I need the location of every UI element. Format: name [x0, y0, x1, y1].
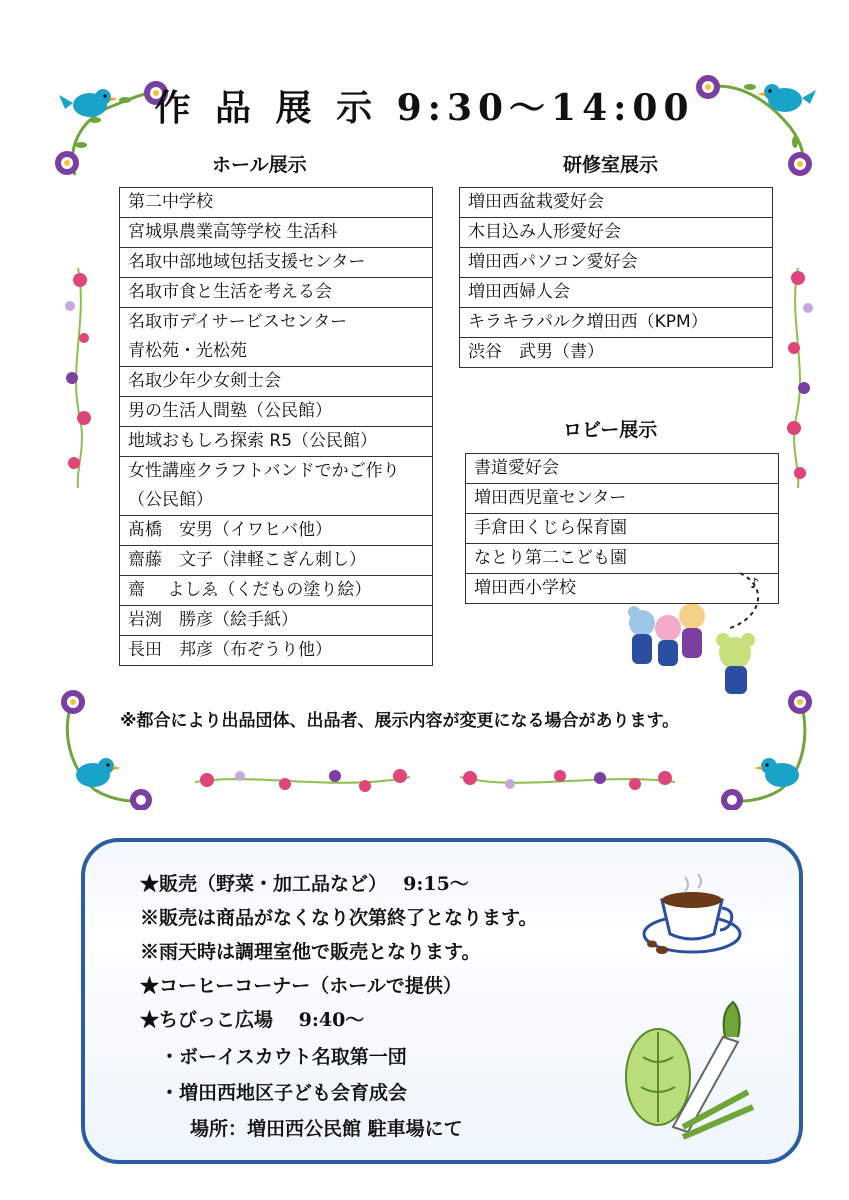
table-row — [466, 484, 779, 514]
exhibitor-cell: 手倉田くじら保育園 — [466, 514, 779, 544]
table-row — [120, 188, 433, 218]
table-row — [120, 397, 433, 427]
table-row — [120, 546, 433, 576]
table-row — [120, 486, 433, 516]
exhibitor-cell: 髙橋 安男（イワヒバ他） — [120, 516, 433, 546]
panel-line-boyscout: ・ボーイスカウト名取第一団 — [160, 1046, 407, 1068]
exhibitor-cell: 宮城県農業高等学校 生活科 — [120, 218, 433, 248]
flower-garland-left — [58, 268, 98, 488]
exhibitor-cell: 名取市食と生活を考える会 — [120, 278, 433, 308]
exhibitor-cell: （公民館） — [120, 486, 433, 516]
exhibitor-cell: 名取市デイサービスセンター — [120, 308, 433, 338]
hall-heading: ホール展示 — [212, 154, 307, 176]
table-row — [120, 516, 433, 546]
study-exhibit-list — [459, 187, 773, 368]
exhibitor-cell: 増田西小学校 — [466, 574, 779, 604]
flower-garland-bottom-left — [195, 762, 410, 798]
change-notice: ※都合により出品団体、出品者、展示内容が変更になる場合があります。 — [120, 711, 680, 731]
table-row — [466, 574, 779, 604]
table-row — [120, 606, 433, 636]
panel-line-kids: ★ちびっこ広場 9:40～ — [140, 1009, 365, 1031]
exhibitor-cell: 第二中学校 — [120, 188, 433, 218]
info-panel — [81, 838, 803, 1164]
table-row — [120, 278, 433, 308]
exhibitor-cell: 名取少年少女剣士会 — [120, 367, 433, 397]
page-title: 作 品 展 示 9:30～14:00 — [154, 87, 695, 129]
exhibitor-cell: 増田西パソコン愛好会 — [460, 248, 773, 278]
panel-line-place: 場所：増田西公民館 駐車場にて — [190, 1118, 463, 1140]
panel-line-sale-note: ※販売は商品がなくなり次第終了となります。 — [140, 907, 538, 929]
table-row — [120, 337, 433, 367]
table-row — [120, 367, 433, 397]
table-row — [460, 188, 773, 218]
svg-text:♪: ♪ — [750, 576, 759, 592]
panel-line-kodomokai: ・増田西地区子ども会育成会 — [160, 1082, 408, 1104]
table-row — [120, 427, 433, 457]
hall-exhibit-list — [119, 187, 433, 666]
exhibitor-cell: 青松苑・光松苑 — [120, 337, 433, 367]
table-row — [460, 248, 773, 278]
table-row — [466, 514, 779, 544]
panel-line-coffee: ★コーヒーコーナー（ホールで提供） — [140, 975, 462, 997]
exhibitor-cell: 増田西婦人会 — [460, 278, 773, 308]
table-row — [460, 308, 773, 338]
exhibitor-cell: 長田 邦彦（布ぞうり他） — [120, 636, 433, 666]
coffee-cup-icon — [640, 872, 745, 962]
exhibitor-cell: 書道愛好会 — [466, 454, 779, 484]
exhibitor-cell: 岩渕 勝彦（絵手紙） — [120, 606, 433, 636]
exhibitor-cell: なとり第二こども園 — [466, 544, 779, 574]
bird-vine-bottom-right — [710, 690, 820, 810]
exhibitor-cell: 齋藤 文子（津軽こぎん刺し） — [120, 546, 433, 576]
exhibitor-cell: 木目込み人形愛好会 — [460, 218, 773, 248]
exhibitor-cell: 女性講座クラフトバンドでかご作り — [120, 457, 433, 487]
table-row — [460, 338, 773, 368]
table-row — [460, 218, 773, 248]
bird-icon — [76, 758, 121, 787]
flower-garland-bottom-right — [460, 762, 675, 798]
table-row — [466, 544, 779, 574]
flower-garland-right — [778, 268, 818, 488]
panel-line-rain-note: ※雨天時は調理室他で販売となります。 — [140, 941, 481, 963]
study-heading: 研修室展示 — [563, 154, 659, 176]
vegetables-illustration — [613, 997, 763, 1147]
exhibitor-cell: 増田西盆栽愛好会 — [460, 188, 773, 218]
table-row — [120, 248, 433, 278]
exhibitor-cell: 齋 よしゑ（くだもの塗り絵） — [120, 576, 433, 606]
bird-icon — [754, 758, 799, 787]
table-row — [120, 308, 433, 338]
exhibitor-cell: 名取中部地域包括支援センター — [120, 248, 433, 278]
table-row — [120, 576, 433, 606]
panel-line-sale: ★販売（野菜・加工品など） 9:15～ — [140, 873, 469, 895]
table-row — [466, 454, 779, 484]
lobby-heading: ロビー展示 — [563, 419, 658, 441]
exhibitor-cell: 渋谷 武男（書） — [460, 338, 773, 368]
exhibitor-cell: 地域おもしろ探索 R5（公民館） — [120, 427, 433, 457]
table-row — [460, 278, 773, 308]
exhibitor-cell: 増田西児童センター — [466, 484, 779, 514]
exhibitor-cell: キラキラパルク増田西（KPM） — [460, 308, 773, 338]
table-row — [120, 457, 433, 487]
table-row — [120, 636, 433, 666]
exhibitor-cell: 男の生活人間塾（公民館） — [120, 397, 433, 427]
table-row — [120, 218, 433, 248]
lobby-exhibit-list — [465, 453, 779, 604]
